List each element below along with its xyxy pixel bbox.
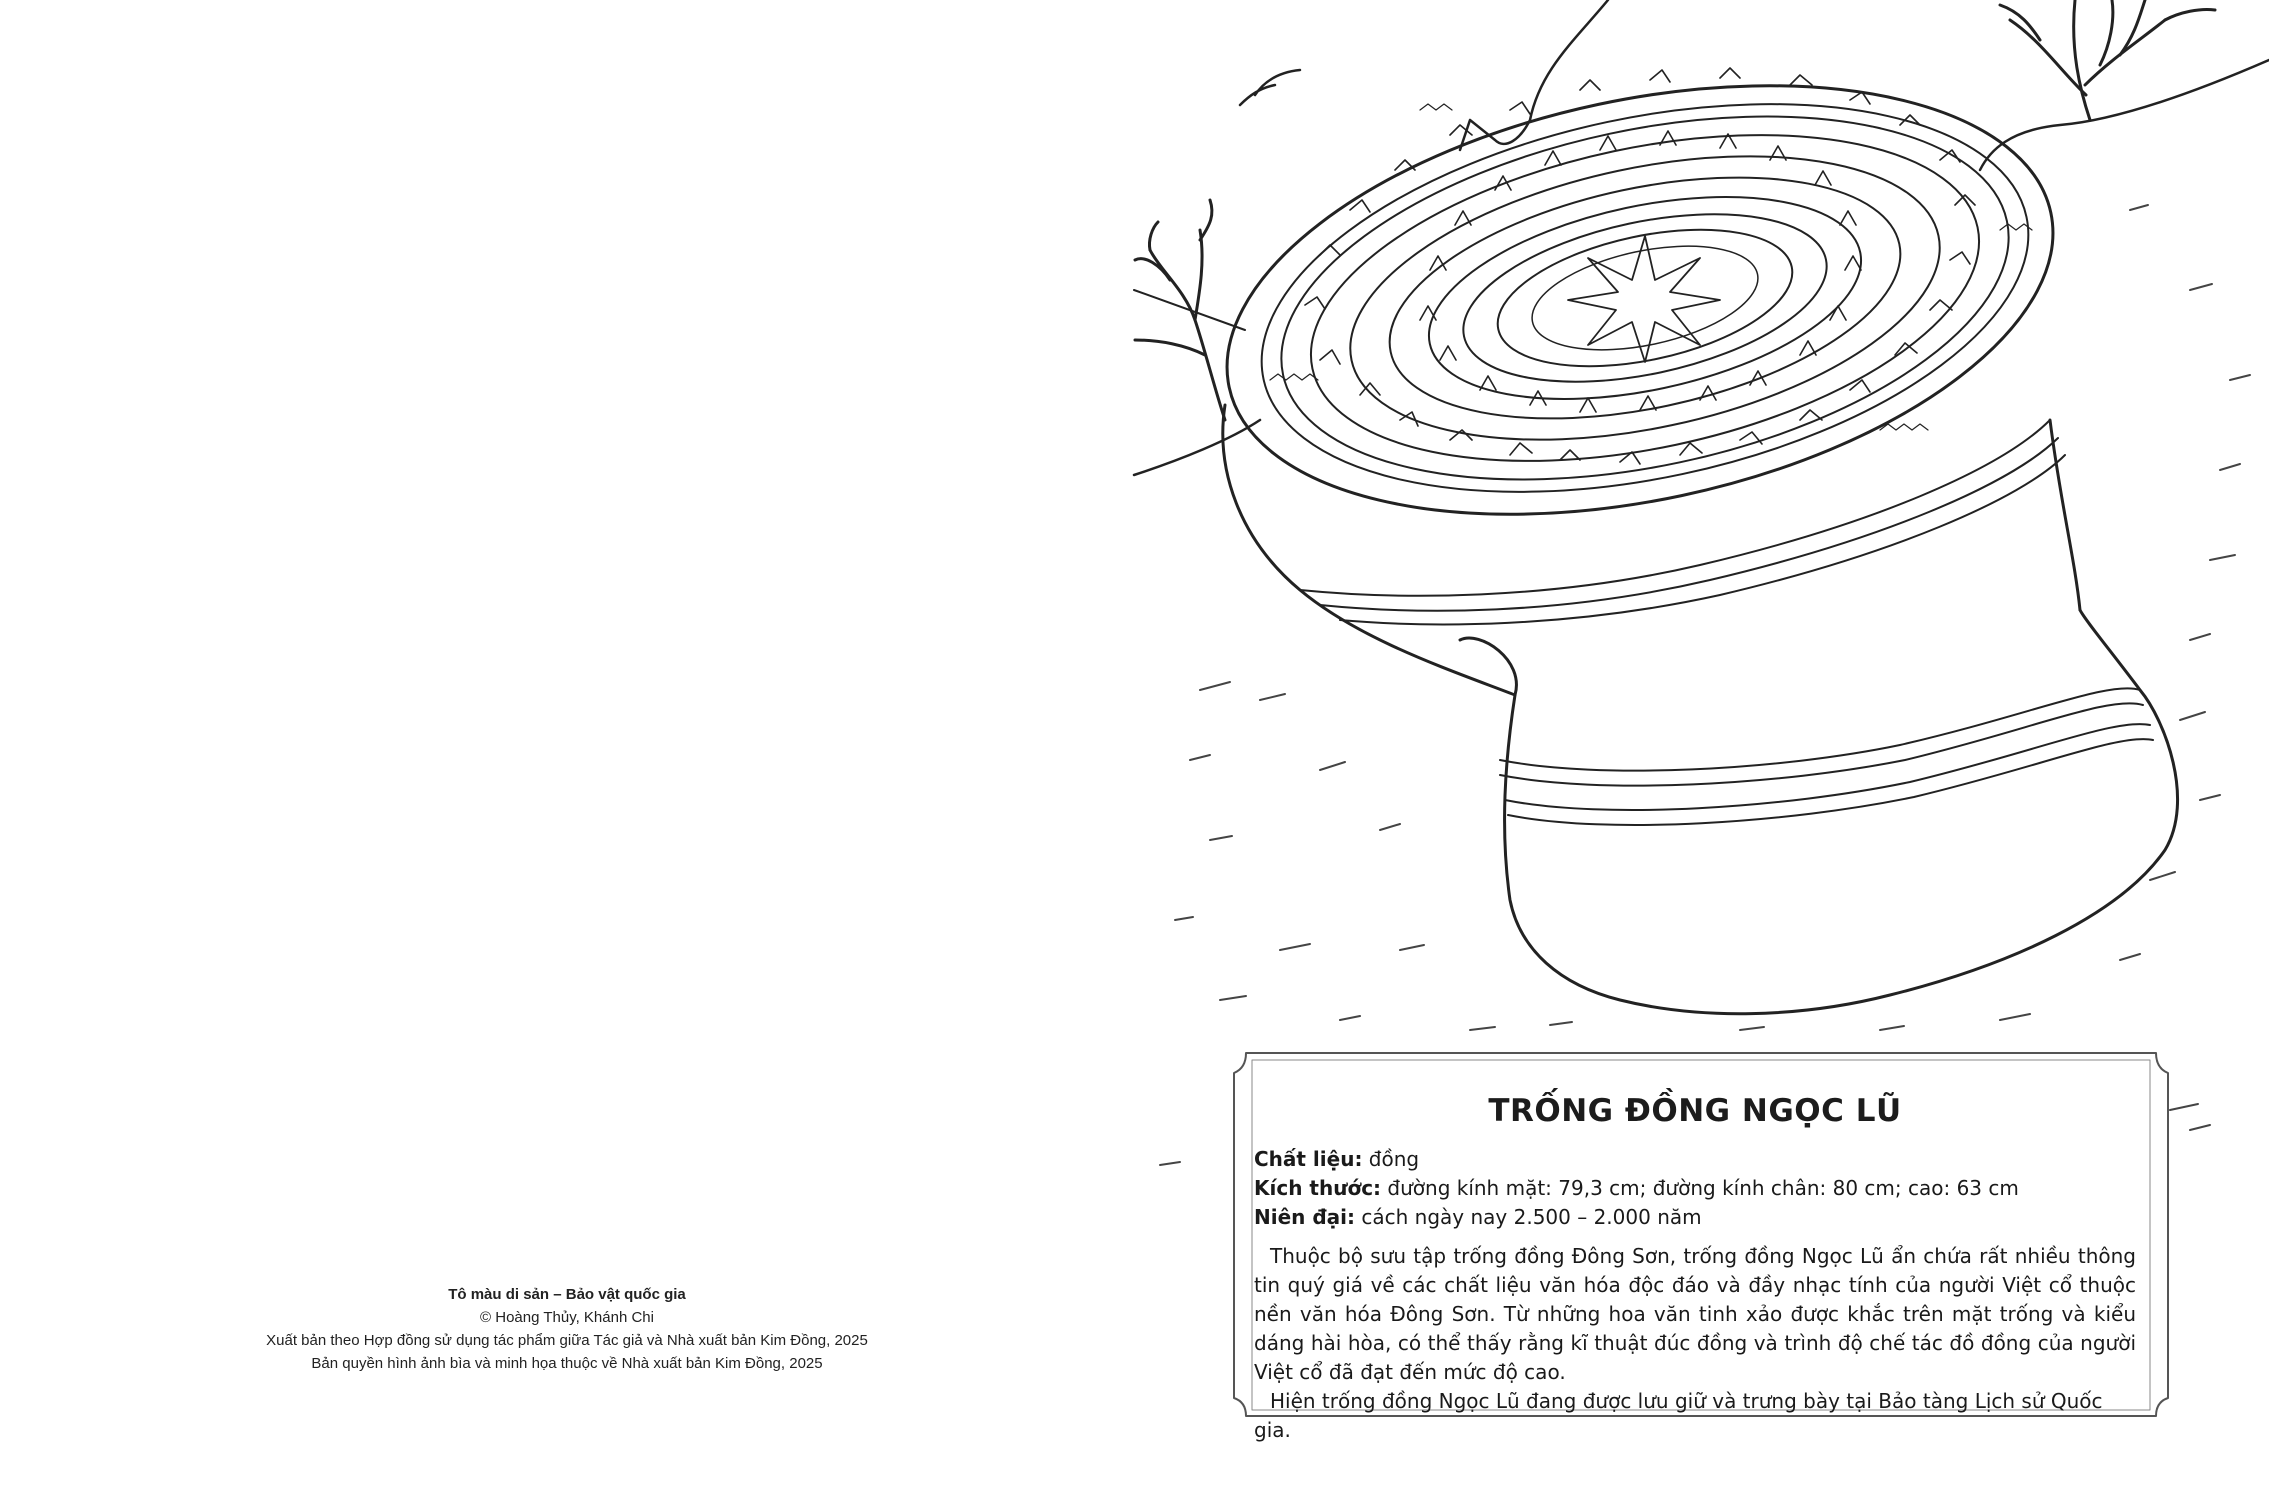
tree-right xyxy=(2000,0,2215,120)
description-paragraph: Thuộc bộ sưu tập trống đồng Đông Sơn, trống đồng Ngọc Lũ ẩn chứa rất nhiều thông tin quý giá về các chất liệu văn hóa độc đáo và đầy nhạc tính của người Việt cổ thuộc nền văn hóa Đông Sơn. Từ những hoa văn tinh xảo được khắc trên mặt trống và kiểu dáng hài hòa, có thể thấy rằng kĩ thuật đúc đồng và trình độ chế tác đồ đồng của người Việt cổ đã đạt đến mức độ cao. xyxy=(1254,1244,2136,1384)
grass-strokes xyxy=(1160,205,2250,1165)
artifact-title: TRỐNG ĐỒNG NGỌC LŨ xyxy=(1488,1093,1902,1129)
bronze-drum xyxy=(1188,17,2178,1014)
center-star xyxy=(1568,236,1720,362)
material-line xyxy=(1254,1145,2136,1174)
info-box xyxy=(1236,1053,2166,1442)
location-paragraph: Hiện trống đồng Ngọc Lũ đang được lưu giữ và trưng bày tại Bảo tàng Lịch sử Quốc gia. xyxy=(1254,1389,2103,1442)
era-label: Niên đại: xyxy=(1254,1205,1356,1229)
ground-line xyxy=(1134,420,1260,475)
era-value: cách ngày nay 2.500 – 2.000 năm xyxy=(1355,1205,1702,1229)
bird xyxy=(1240,70,1300,105)
size-line xyxy=(1254,1174,2136,1203)
colophon-rights: Bản quyền hình ảnh bìa và minh họa thuộc về Nhà xuất bản Kim Đồng, 2025 xyxy=(311,1355,823,1372)
tree-left xyxy=(1135,200,1225,420)
size-label: Kích thước: xyxy=(1254,1176,1382,1200)
colophon-copyright: © Hoàng Thủy, Khánh Chi xyxy=(480,1309,654,1326)
colophon-contract: Xuất bản theo Hợp đồng sử dụng tác phẩm giữa Tác giả và Nhà xuất bản Kim Đồng, 2025 xyxy=(266,1332,868,1349)
material-label: Chất liệu: xyxy=(1254,1147,1363,1171)
hill-outline xyxy=(1980,60,2269,170)
size-value: đường kính mặt: 79,3 cm; đường kính chân: 80 cm; cao: 63 cm xyxy=(1381,1176,2019,1200)
material-value: đồng xyxy=(1362,1147,1420,1171)
colophon-title: Tô màu di sản – Bảo vật quốc gia xyxy=(448,1286,686,1303)
era-line xyxy=(1254,1203,2136,1232)
